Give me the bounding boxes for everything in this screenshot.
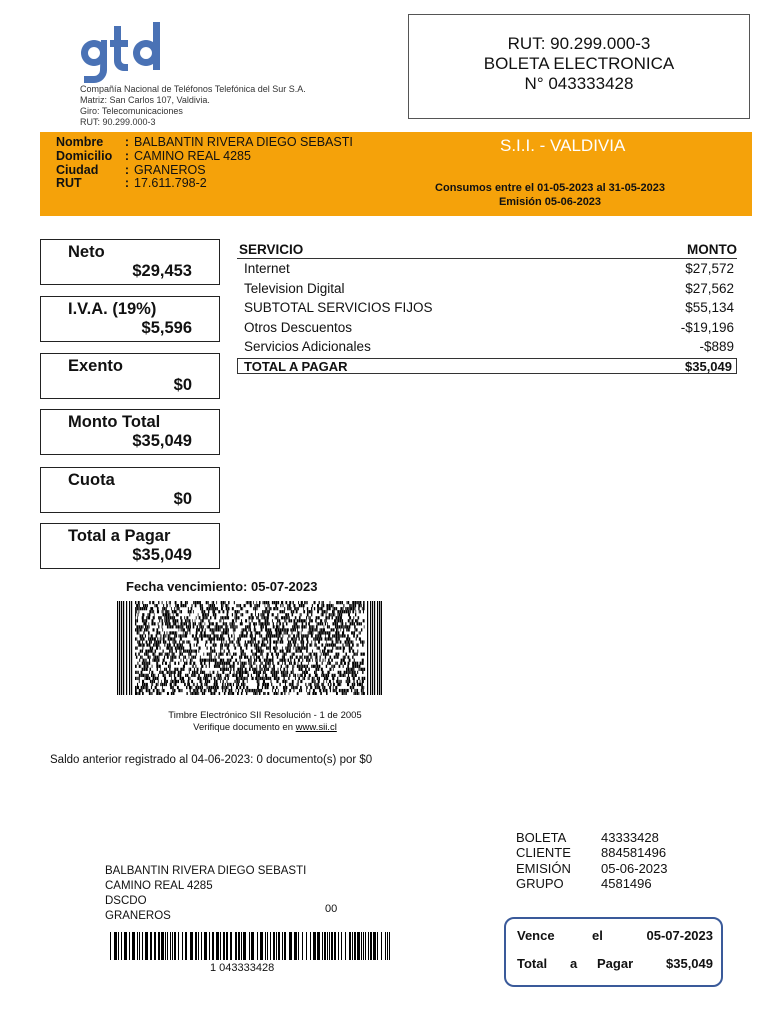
- customer-name: BALBANTIN RIVERA DIEGO SEBASTI: [134, 135, 353, 149]
- summary-box-monto-total: Monto Total $35,049: [40, 409, 220, 455]
- customer-fields: [56, 136, 353, 191]
- table-row: SUBTOTAL SERVICIOS FIJOS $55,134: [244, 300, 734, 316]
- summary-box-neto: Neto $29,453: [40, 239, 220, 285]
- info-row-emision: EMISIÓN 05-06-2023: [516, 860, 668, 876]
- company-address: Matriz: San Carlos 107, Valdivia.: [80, 95, 210, 105]
- barcode-number: 1 043333428: [210, 962, 275, 974]
- sii-link[interactable]: www.sii.cl: [295, 721, 337, 733]
- emission-date: Emisión 05-06-2023: [498, 195, 602, 208]
- summary-box-cuota: Cuota $0: [40, 467, 220, 513]
- mail-street: CAMINO REAL 4285: [105, 880, 213, 892]
- customer-rut-row: RUT : 17.611.798-2: [56, 176, 207, 191]
- customer-address-row: Domicilio : CAMINO REAL 4285: [56, 148, 251, 163]
- payment-due-date: 05-07-2023: [646, 928, 713, 943]
- customer-city: GRANEROS: [134, 162, 206, 177]
- timbre-verify: Verifique documento en www.sii.cl: [193, 721, 337, 733]
- customer-name-row: Nombre : BALBANTIN RIVERA DIEGO SEBASTI: [56, 135, 353, 149]
- timbre-resolution: Timbre Electrónico SII Resolución - 1 de 2005: [168, 710, 362, 721]
- document-header-box: [408, 14, 750, 119]
- company-info: [80, 84, 306, 128]
- mail-line3: DSCDO: [105, 895, 147, 907]
- table-row: Otros Descuentos -$19,196: [244, 319, 734, 335]
- customer-rut: 17.611.798-2: [134, 176, 207, 191]
- table-row: Servicios Adicionales -$889: [244, 339, 734, 355]
- table-row: Internet $27,572: [244, 261, 734, 276]
- col-service: SERVICIO: [239, 242, 304, 257]
- company-name: Compañía Nacional de Teléfonos Telefónica del Sur S.A.: [80, 84, 306, 94]
- services-header: [237, 242, 737, 259]
- pdf417-barcode: [117, 601, 382, 695]
- gtd-logo: [80, 18, 180, 88]
- summary-box-iva: I.V.A. (19%) $5,596: [40, 296, 220, 342]
- billing-period: [340, 182, 760, 209]
- mail-code: 00: [325, 903, 338, 915]
- doc-rut: RUT: 90.299.000-3: [507, 34, 651, 53]
- summary-box-exento: Exento $0: [40, 353, 220, 399]
- services-table: [237, 242, 737, 374]
- previous-balance: Saldo anterior registrado al 04-06-2023: 0 documento(s) por $0: [50, 754, 373, 766]
- total-amount: $35,049: [685, 358, 732, 374]
- company-giro: Giro: Telecomunicaciones: [80, 106, 183, 116]
- customer-address: CAMINO REAL 4285: [134, 148, 251, 163]
- due-date: Fecha vencimiento: 05-07-2023: [126, 579, 318, 594]
- mail-city: GRANEROS: [105, 910, 171, 922]
- sii-office: S.I.I. - VALDIVIA: [500, 136, 626, 155]
- mailing-address: [105, 864, 306, 924]
- total-row: [237, 358, 737, 374]
- info-row-grupo: GRUPO 4581496: [516, 875, 652, 891]
- customer-city-row: Ciudad : GRANEROS: [56, 162, 206, 177]
- doc-type: BOLETA ELECTRONICA: [483, 54, 675, 73]
- info-row-boleta: BOLETA 43333428: [516, 830, 659, 845]
- col-amount: MONTO: [687, 242, 737, 257]
- info-row-cliente: CLIENTE 884581496: [516, 845, 667, 861]
- company-rut: RUT: 90.299.000-3: [80, 117, 156, 127]
- mail-name: BALBANTIN RIVERA DIEGO SEBASTI: [105, 865, 307, 877]
- payment-total-amount: $35,049: [666, 956, 713, 971]
- total-label: TOTAL A PAGAR: [244, 358, 348, 374]
- timbre-text: [110, 710, 420, 733]
- summary-box-total-pagar: Total a Pagar $35,049: [40, 523, 220, 569]
- linear-barcode: [110, 932, 392, 960]
- billing-info: [516, 830, 668, 891]
- doc-number: N° 043333428: [524, 74, 634, 93]
- payment-due-box: Vence el 05-07-2023 Total a Pagar $35,049: [504, 917, 723, 987]
- consumption-period: Consumos entre el 01-05-2023 al 31-05-2023: [435, 182, 665, 194]
- customer-band: [40, 132, 752, 216]
- table-row: Television Digital $27,562: [244, 280, 734, 296]
